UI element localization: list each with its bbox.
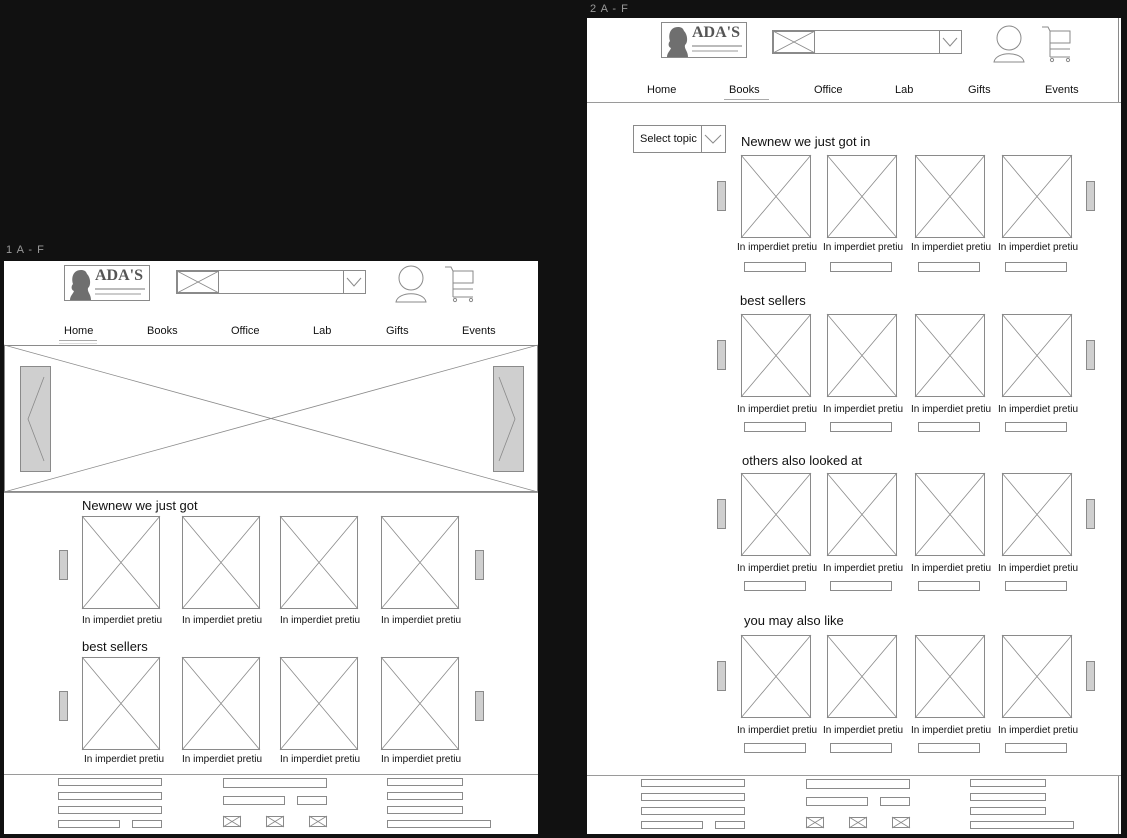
frame-label-2: 2 A - F (590, 3, 629, 15)
product-image[interactable] (827, 635, 897, 718)
product-image[interactable] (915, 635, 985, 718)
add-to-cart-button[interactable] (830, 422, 892, 432)
product-image[interactable] (82, 516, 160, 609)
nav-item-lab[interactable]: Lab (313, 325, 332, 337)
nav-item-gifts[interactable]: Gifts (968, 84, 991, 96)
header-divider (587, 102, 1121, 103)
carousel-prev-button[interactable] (717, 181, 726, 211)
footer-link[interactable] (806, 797, 868, 806)
social-icon[interactable] (806, 817, 824, 828)
carousel-prev-button[interactable] (59, 691, 68, 721)
product-image[interactable] (741, 635, 811, 718)
search-input[interactable] (772, 30, 962, 54)
section-title: Newnew we just got (82, 498, 198, 513)
product-image[interactable] (1002, 314, 1072, 397)
product-caption[interactable]: In imperdiet pretiu (280, 754, 361, 765)
social-icon[interactable] (223, 816, 241, 827)
user-icon[interactable] (992, 25, 1026, 63)
add-to-cart-button[interactable] (830, 743, 892, 753)
footer-link[interactable] (297, 796, 327, 805)
product-caption[interactable]: In imperdiet pretiu (823, 242, 904, 253)
product-image[interactable] (381, 657, 459, 750)
wireframe-home (4, 261, 538, 834)
product-image[interactable] (381, 516, 459, 609)
add-to-cart-button[interactable] (918, 743, 980, 753)
footer-link[interactable] (387, 792, 463, 800)
section-title: best sellers (740, 293, 806, 308)
product-caption[interactable]: In imperdiet pretiu (381, 754, 462, 765)
add-to-cart-button[interactable] (744, 743, 806, 753)
product-caption[interactable]: In imperdiet pretiu (998, 725, 1079, 736)
product-caption[interactable]: In imperdiet pretiu (381, 615, 462, 626)
carousel-prev-button[interactable] (59, 550, 68, 580)
nav-item-office[interactable]: Office (231, 325, 260, 337)
footer-link[interactable] (132, 820, 162, 828)
add-to-cart-button[interactable] (918, 581, 980, 591)
product-image[interactable] (827, 473, 897, 556)
product-image[interactable] (827, 314, 897, 397)
footer-link[interactable] (641, 793, 745, 801)
product-caption[interactable]: In imperdiet pretiu (182, 615, 263, 626)
social-icon[interactable] (849, 817, 867, 828)
footer-link[interactable] (806, 779, 910, 789)
product-caption[interactable]: In imperdiet pretiu (84, 754, 165, 765)
nav-item-events[interactable]: Events (1045, 84, 1079, 96)
select-topic-label: Select topic (640, 133, 697, 145)
carousel-next-button[interactable] (1086, 661, 1095, 691)
footer-link[interactable] (641, 779, 745, 787)
product-image[interactable] (741, 155, 811, 238)
product-image[interactable] (827, 155, 897, 238)
select-topic-dropdown[interactable] (633, 125, 726, 153)
section-title: Newnew we just got in (741, 134, 871, 149)
nav-item-events[interactable]: Events (462, 325, 496, 337)
product-caption[interactable]: In imperdiet pretiu (911, 242, 992, 253)
silhouette-icon (67, 268, 93, 300)
section-title: others also looked at (742, 453, 862, 468)
chevron-down-icon[interactable] (939, 31, 961, 53)
footer-link[interactable] (641, 821, 703, 829)
footer-divider (4, 774, 538, 775)
section-title: you may also like (744, 613, 844, 628)
footer-link[interactable] (970, 793, 1046, 801)
add-to-cart-button[interactable] (744, 262, 806, 272)
footer-link[interactable] (387, 806, 463, 814)
product-image[interactable] (915, 473, 985, 556)
product-image[interactable] (182, 516, 260, 609)
search-image-placeholder (177, 271, 219, 293)
nav-item-home[interactable]: Home (64, 325, 94, 337)
silhouette-icon (664, 25, 690, 57)
footer-link[interactable] (58, 806, 162, 814)
logo[interactable] (661, 22, 747, 58)
footer-link[interactable] (58, 820, 120, 828)
chevron-down-icon[interactable] (343, 271, 365, 293)
nav-item-home[interactable]: Home (647, 84, 677, 96)
cart-icon[interactable] (445, 265, 477, 303)
social-icon[interactable] (309, 816, 327, 827)
search-input[interactable] (176, 270, 366, 294)
product-image[interactable] (1002, 635, 1072, 718)
product-image[interactable] (82, 657, 160, 750)
product-caption[interactable]: In imperdiet pretiu (823, 725, 904, 736)
footer-link[interactable] (641, 807, 745, 815)
product-caption[interactable]: In imperdiet pretiu (911, 404, 992, 415)
product-image[interactable] (280, 657, 358, 750)
product-image[interactable] (1002, 473, 1072, 556)
section-title: best sellers (82, 639, 148, 654)
footer-link[interactable] (58, 778, 162, 786)
footer-link[interactable] (715, 821, 745, 829)
product-caption[interactable]: In imperdiet pretiu (823, 404, 904, 415)
product-caption[interactable]: In imperdiet pretiu (911, 725, 992, 736)
footer-link[interactable] (880, 797, 910, 806)
footer-link[interactable] (970, 779, 1046, 787)
product-caption[interactable]: In imperdiet pretiu (998, 404, 1079, 415)
add-to-cart-button[interactable] (744, 422, 806, 432)
product-image[interactable] (915, 314, 985, 397)
footer-link[interactable] (223, 796, 285, 805)
footer-link[interactable] (223, 778, 327, 788)
footer-link[interactable] (970, 821, 1074, 829)
product-caption[interactable]: In imperdiet pretiu (737, 242, 818, 253)
frame-label-1: 1 A - F (6, 244, 45, 256)
product-image[interactable] (182, 657, 260, 750)
add-to-cart-button[interactable] (830, 581, 892, 591)
carousel-next-button[interactable] (475, 691, 484, 721)
product-image[interactable] (1002, 155, 1072, 238)
carousel-prev-button[interactable] (717, 499, 726, 529)
hero-banner (4, 345, 538, 492)
add-to-cart-button[interactable] (830, 262, 892, 272)
active-nav-underline (59, 340, 97, 344)
product-caption[interactable]: In imperdiet pretiu (82, 615, 163, 626)
product-caption[interactable]: In imperdiet pretiu (280, 615, 361, 626)
logo-tagline-2 (692, 50, 738, 52)
nav-item-gifts[interactable]: Gifts (386, 325, 409, 337)
add-to-cart-button[interactable] (1005, 422, 1067, 432)
product-caption[interactable]: In imperdiet pretiu (737, 563, 818, 574)
wireframe-books (587, 18, 1121, 834)
carousel-next-button[interactable] (475, 550, 484, 580)
carousel-next-button[interactable] (1086, 181, 1095, 211)
product-caption[interactable]: In imperdiet pretiu (911, 563, 992, 574)
product-caption[interactable]: In imperdiet pretiu (823, 563, 904, 574)
product-caption[interactable]: In imperdiet pretiu (737, 725, 818, 736)
product-image[interactable] (280, 516, 358, 609)
carousel-next-button[interactable] (1086, 499, 1095, 529)
chevron-left-icon[interactable] (26, 377, 46, 461)
hero-divider (4, 492, 538, 493)
product-image[interactable] (741, 314, 811, 397)
footer-divider (587, 775, 1121, 776)
nav-item-office[interactable]: Office (814, 84, 843, 96)
chevron-down-icon[interactable] (701, 126, 725, 152)
social-icon[interactable] (892, 817, 910, 828)
add-to-cart-button[interactable] (1005, 262, 1067, 272)
product-caption[interactable]: In imperdiet pretiu (737, 404, 818, 415)
user-icon[interactable] (394, 265, 428, 303)
logo-tagline (692, 45, 742, 47)
chevron-right-icon[interactable] (497, 377, 517, 461)
carousel-prev-button[interactable] (717, 661, 726, 691)
cart-icon[interactable] (1042, 25, 1074, 63)
add-to-cart-button[interactable] (918, 262, 980, 272)
logo-tagline (95, 288, 145, 290)
add-to-cart-button[interactable] (1005, 743, 1067, 753)
carousel-next-button[interactable] (1086, 340, 1095, 370)
footer-link[interactable] (58, 792, 162, 800)
nav-item-books[interactable]: Books (147, 325, 178, 337)
product-caption[interactable]: In imperdiet pretiu (998, 242, 1079, 253)
logo-text: ADA'S (95, 267, 144, 284)
add-to-cart-button[interactable] (1005, 581, 1067, 591)
search-image-placeholder (773, 31, 815, 53)
footer-link[interactable] (387, 820, 491, 828)
logo[interactable] (64, 265, 150, 301)
add-to-cart-button[interactable] (918, 422, 980, 432)
product-image[interactable] (915, 155, 985, 238)
footer-link[interactable] (387, 778, 463, 786)
logo-tagline-2 (95, 293, 141, 295)
nav-item-books[interactable]: Books (729, 84, 760, 96)
product-image[interactable] (741, 473, 811, 556)
carousel-prev-button[interactable] (717, 340, 726, 370)
product-caption[interactable]: In imperdiet pretiu (182, 754, 263, 765)
product-caption[interactable]: In imperdiet pretiu (998, 563, 1079, 574)
logo-text: ADA'S (692, 24, 741, 41)
social-icon[interactable] (266, 816, 284, 827)
footer-link[interactable] (970, 807, 1046, 815)
nav-item-lab[interactable]: Lab (895, 84, 914, 96)
add-to-cart-button[interactable] (744, 581, 806, 591)
